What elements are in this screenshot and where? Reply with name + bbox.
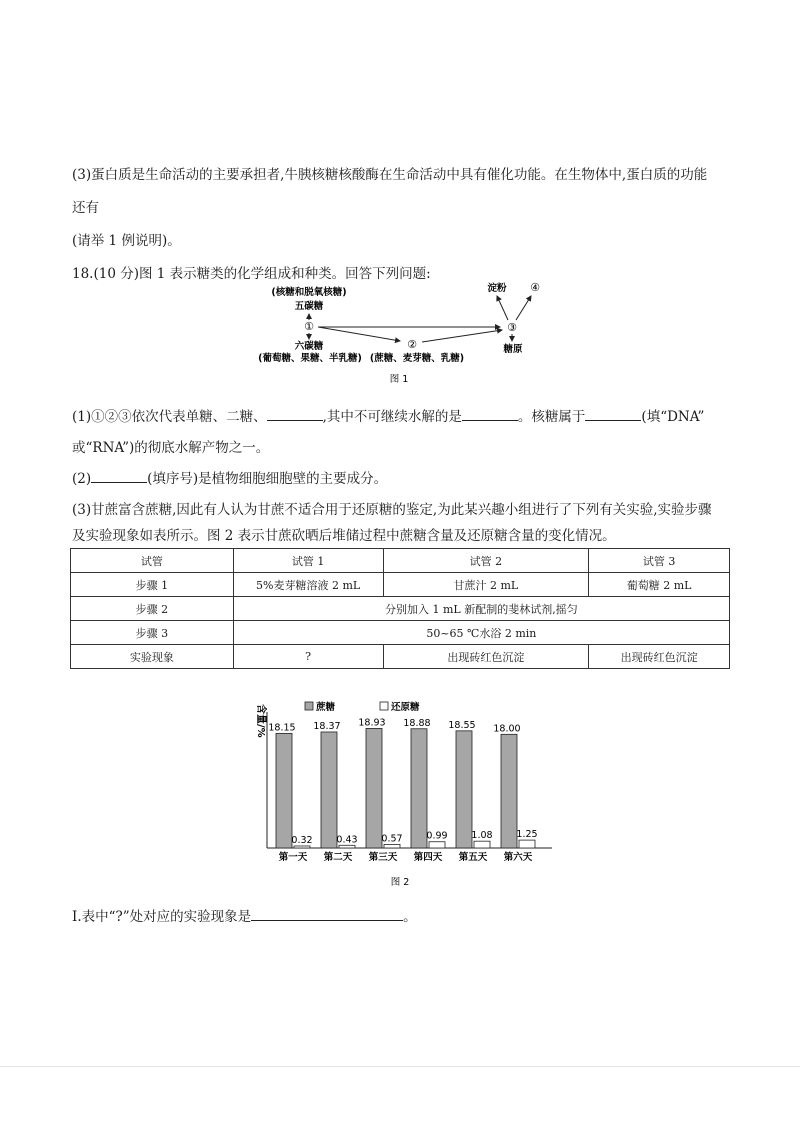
q18-3-line2: 及实验现象如表所示。图 2 表示甘蔗砍晒后堆储过程中蔗糖含量及还原糖含量的变化情况。 bbox=[72, 528, 616, 544]
table-cell: 步骤 1 bbox=[71, 573, 234, 597]
table-cell: 50~65 ℃水浴 2 min bbox=[233, 621, 729, 645]
fig1-node1: ① bbox=[304, 320, 314, 333]
q18-2-text-b: (填序号)是植物细胞细胞壁的主要成分。 bbox=[147, 471, 388, 487]
bar-sucrose bbox=[321, 732, 337, 848]
fig1-node2: ② bbox=[407, 338, 417, 351]
bar-reducing-sugar bbox=[339, 845, 355, 848]
bar-reducing-sugar bbox=[294, 846, 310, 848]
data-label: 0.57 bbox=[381, 833, 403, 845]
table-cell: 出现砖红色沉淀 bbox=[383, 645, 589, 669]
q18-intro: 18.(10 分)图 1 表示糖类的化学组成和种类。回答下列问题: bbox=[72, 266, 431, 282]
bar-sucrose bbox=[366, 728, 382, 848]
x-tick-label: 第六天 bbox=[503, 852, 533, 863]
y-axis-label: 含量/% bbox=[255, 704, 266, 738]
figure-2-bar-chart bbox=[250, 698, 580, 898]
q18-1-text-d: (填“DNA” bbox=[641, 409, 705, 425]
bar-sucrose bbox=[456, 731, 472, 848]
table-cell: 实验现象 bbox=[71, 645, 234, 669]
legend-label: 蔗糖 bbox=[316, 702, 336, 713]
bar-reducing-sugar bbox=[519, 840, 535, 848]
data-label: 18.15 bbox=[268, 722, 296, 734]
table-cell: 分别加入 1 mL 新配制的斐林试剂,摇匀 bbox=[233, 597, 729, 621]
table-header-row bbox=[71, 549, 730, 573]
fig1-pentose-types: (核糖和脱氧核糖) bbox=[271, 287, 347, 298]
legend-swatch bbox=[380, 702, 388, 710]
bar-sucrose bbox=[501, 734, 517, 848]
data-label: 1.25 bbox=[516, 829, 538, 841]
q18-1-text-a: (1)①②③依次代表单糖、二糖、 bbox=[72, 409, 267, 425]
x-tick-label: 第五天 bbox=[458, 852, 488, 863]
data-label: 18.37 bbox=[313, 720, 341, 732]
fig1-node3: ③ bbox=[507, 321, 517, 334]
experiment-table bbox=[70, 548, 730, 669]
answer-blank-q18-2[interactable] bbox=[91, 468, 147, 483]
table-cell: 步骤 3 bbox=[71, 621, 234, 645]
answer-blank-qI[interactable] bbox=[251, 906, 403, 921]
table-cell: 试管 2 bbox=[383, 549, 589, 573]
table-cell: 甘蔗汁 2 mL bbox=[383, 573, 589, 597]
qI-text-a: Ⅰ.表中“?”处对应的实验现象是 bbox=[72, 909, 252, 925]
data-label: 0.32 bbox=[291, 834, 313, 846]
data-label: 0.43 bbox=[336, 834, 358, 846]
answer-blank-q18-1b[interactable] bbox=[462, 406, 518, 421]
bar-sucrose bbox=[276, 733, 292, 848]
data-label: 18.88 bbox=[403, 717, 431, 729]
page-footer-rule bbox=[0, 1066, 800, 1067]
qI-text-b: 。 bbox=[403, 909, 417, 925]
answer-blank-q18-1a[interactable] bbox=[267, 406, 323, 421]
table-cell: 步骤 2 bbox=[71, 597, 234, 621]
table-row bbox=[71, 645, 730, 669]
q17-part3-line1: (3)蛋白质是生命活动的主要承担者,牛胰核糖核酸酶在生命活动中具有催化功能。在生物体中,蛋白质的功能 bbox=[72, 167, 708, 183]
table-cell: 试管 bbox=[71, 549, 234, 573]
bar-reducing-sugar bbox=[384, 844, 400, 848]
q18-1-text-b: ,其中不可继续水解的是 bbox=[322, 409, 462, 425]
data-label: 18.55 bbox=[448, 719, 476, 731]
qI-line bbox=[72, 905, 417, 925]
legend-label: 还原糖 bbox=[391, 702, 420, 713]
q18-2-text-a: (2) bbox=[72, 471, 92, 487]
fig2-caption: 图 2 bbox=[390, 877, 410, 888]
q18-1-line2: 或“RNA”)的彻底水解产物之一。 bbox=[72, 440, 270, 456]
fig1-caption: 图 1 bbox=[389, 374, 409, 385]
table-cell: 试管 1 bbox=[233, 549, 383, 573]
data-label: 18.00 bbox=[493, 723, 521, 735]
fig1-glycogen: 糖原 bbox=[503, 344, 523, 355]
table-row bbox=[71, 597, 730, 621]
x-tick-label: 第二天 bbox=[323, 852, 353, 863]
x-tick-label: 第一天 bbox=[278, 852, 308, 863]
fig1-hexose-types: (葡萄糖、果糖、半乳糖) bbox=[258, 353, 362, 364]
table-cell: 葡萄糖 2 mL bbox=[589, 573, 730, 597]
fig1-disaccharide-types: (蔗糖、麦芽糖、乳糖) bbox=[369, 353, 465, 364]
legend-swatch bbox=[305, 702, 313, 710]
table-row bbox=[71, 573, 730, 597]
table-cell: 5%麦芽糖溶液 2 mL bbox=[233, 573, 383, 597]
chart-legend bbox=[305, 701, 420, 713]
data-label: 18.93 bbox=[358, 717, 386, 729]
fig1-hexose: 六碳糖 bbox=[294, 341, 324, 352]
table-cell: ? bbox=[233, 645, 383, 669]
fig1-starch: 淀粉 bbox=[487, 283, 507, 294]
table-cell: 试管 3 bbox=[589, 549, 730, 573]
x-tick-label: 第三天 bbox=[368, 852, 398, 863]
answer-blank-q18-1c[interactable] bbox=[585, 406, 641, 421]
q17-part3-line2-text: 还有 bbox=[72, 200, 99, 216]
table-cell: 出现砖红色沉淀 bbox=[589, 645, 730, 669]
q18-1-line1 bbox=[72, 405, 704, 425]
fig1-pentose: 五碳糖 bbox=[294, 301, 324, 312]
q17-part3-line3: (请举 1 例说明)。 bbox=[72, 233, 181, 249]
table-row bbox=[71, 621, 730, 645]
fig1-node4: ④ bbox=[530, 281, 540, 294]
figure-1-diagram bbox=[0, 0, 800, 390]
q18-2-line bbox=[72, 467, 387, 487]
data-label: 1.08 bbox=[471, 830, 493, 842]
q18-1-text-c: 。核糖属于 bbox=[517, 409, 586, 425]
q18-3-line1: (3)甘蔗富含蔗糖,因此有人认为甘蔗不适合用于还原糖的鉴定,为此某兴趣小组进行了下列有关实验,实验步骤 bbox=[72, 502, 712, 518]
bar-reducing-sugar bbox=[429, 842, 445, 848]
x-tick-label: 第四天 bbox=[413, 852, 443, 863]
bar-sucrose bbox=[411, 729, 427, 848]
bar-reducing-sugar bbox=[474, 841, 490, 848]
data-label: 0.99 bbox=[426, 830, 448, 842]
